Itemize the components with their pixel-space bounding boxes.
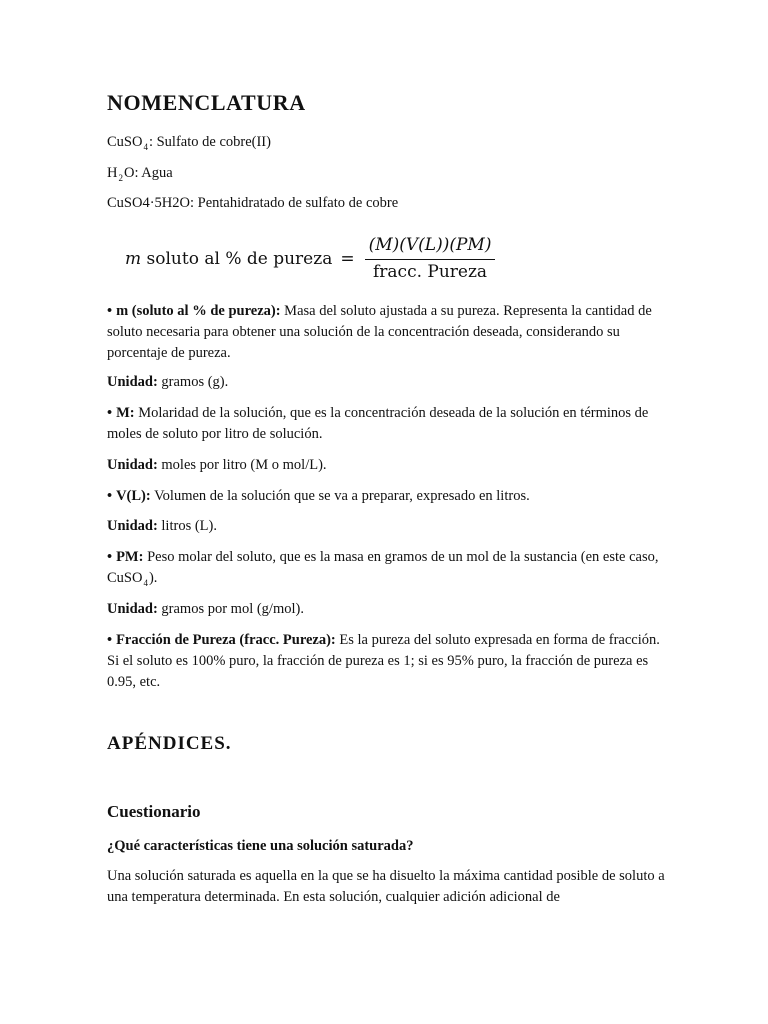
cuso4-subscript: 4 bbox=[143, 578, 148, 588]
nomenclature-h2o bbox=[107, 163, 667, 185]
unit-text: gramos (g). bbox=[157, 374, 229, 390]
formula-numerator: (M)(V(L))(PM) bbox=[368, 235, 492, 255]
nomenclature-pentahidrato: CuSO4·5H2O: Pentahidratado de sulfato de cobre bbox=[107, 195, 399, 211]
cuso4-prefix: CuSO bbox=[107, 134, 143, 150]
definition-text: Peso molar del soluto, que es la masa en gramos de un mol de la sustancia (en este caso, CuSO bbox=[107, 549, 659, 586]
bullet-glyph: • bbox=[107, 488, 113, 504]
heading-cuestionario: Cuestionario bbox=[107, 802, 201, 821]
unit-text: gramos por mol (g/mol). bbox=[157, 601, 304, 617]
formula-fraction bbox=[365, 235, 496, 283]
formula-equals: = bbox=[340, 248, 355, 269]
definition-term: PM: bbox=[116, 549, 144, 565]
bullet-glyph: • bbox=[107, 405, 113, 421]
bullet-glyph: • bbox=[107, 632, 113, 648]
definition-term: V(L): bbox=[116, 488, 151, 504]
bullet-glyph: • bbox=[107, 549, 113, 565]
definition-molaridad bbox=[107, 403, 667, 445]
nomenclature-cuso4 bbox=[107, 132, 667, 154]
definition-text-end: ). bbox=[148, 570, 158, 586]
definition-term: M: bbox=[116, 405, 135, 421]
unit-m bbox=[107, 372, 667, 393]
unit-label: Unidad: bbox=[107, 457, 158, 473]
h2o-subscript: 2 bbox=[118, 173, 123, 183]
heading-nomenclatura: NOMENCLATURA bbox=[107, 90, 306, 115]
unit-text: moles por litro (M o mol/L). bbox=[157, 457, 327, 473]
formula-lhs-var: m bbox=[125, 248, 142, 269]
purity-formula bbox=[125, 236, 495, 282]
answer-paragraph: Una solución saturada es aquella en la que se ha disuelto la máxima cantidad posible de soluto a una temperatura determinada. En esta solución, cualquier adición adicional de bbox=[107, 868, 665, 905]
formula-lhs-text: soluto al % de pureza bbox=[141, 248, 333, 269]
unit-label: Unidad: bbox=[107, 374, 158, 390]
unit-peso-molar bbox=[107, 599, 667, 620]
definition-m bbox=[107, 301, 667, 364]
definition-text: Masa del soluto ajustada a su pureza. Representa la cantidad de soluto necesaria para obtener una solución de la concentración deseada, considerando su porcentaje de pureza. bbox=[107, 303, 652, 361]
bullet-glyph: • bbox=[107, 303, 113, 319]
definition-peso-molar bbox=[107, 547, 667, 590]
definition-term: Fracción de Pureza (fracc. Pureza): bbox=[116, 632, 336, 648]
unit-molaridad bbox=[107, 455, 667, 476]
unit-label: Unidad: bbox=[107, 601, 158, 617]
definition-term: m (soluto al % de pureza): bbox=[116, 303, 281, 319]
h2o-text: O: Agua bbox=[123, 165, 173, 181]
h2o-prefix: H bbox=[107, 165, 118, 181]
definition-text: Es la pureza del soluto expresada en forma de fracción. Si el soluto es 100% puro, la fracción de pureza es 1; si es 95% puro, la fracción de pureza es 0.95, etc. bbox=[107, 632, 660, 690]
definition-text: Volumen de la solución que se va a preparar, expresado en litros. bbox=[150, 488, 530, 504]
cuso4-text: : Sulfato de cobre(II) bbox=[148, 134, 271, 150]
formula-lhs bbox=[125, 249, 332, 270]
formula-denominator: fracc. Pureza bbox=[373, 262, 488, 282]
heading-apendices: APÉNDICES. bbox=[107, 733, 232, 754]
unit-volumen bbox=[107, 516, 667, 537]
question-solucion-saturada: ¿Qué características tiene una solución saturada? bbox=[107, 838, 414, 854]
definition-fraccion-pureza bbox=[107, 630, 667, 693]
definition-text: Molaridad de la solución, que es la concentración deseada de la solución en términos de moles de soluto por litro de solución. bbox=[107, 405, 649, 442]
unit-text: litros (L). bbox=[157, 518, 217, 534]
definition-volumen bbox=[107, 486, 667, 507]
cuso4-subscript: 4 bbox=[143, 142, 148, 152]
unit-label: Unidad: bbox=[107, 518, 158, 534]
